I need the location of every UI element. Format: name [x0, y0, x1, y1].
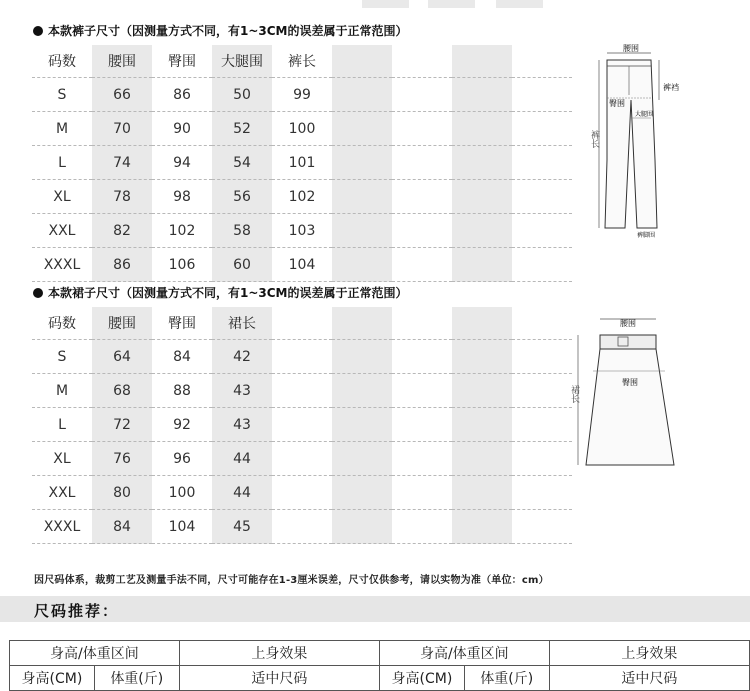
hem-label: 裤脚围: [637, 232, 656, 239]
table-header-row: [32, 307, 572, 340]
fit-label: 适中尺码: [549, 666, 749, 691]
header-size: 码数: [32, 45, 92, 78]
empty-column: [452, 307, 512, 340]
waist-label: 腰围: [623, 44, 639, 53]
empty-column: [452, 45, 512, 78]
table-row: M 70 90 52 100: [32, 112, 572, 146]
table-row: XL 76 96 44: [32, 442, 572, 476]
table-row: S 64 84 42: [32, 340, 572, 374]
header-size: 码数: [32, 307, 92, 340]
skirt-section-title: 本款裙子尺寸（因测量方式不同，有1~3CM的误差属于正常范围）: [33, 284, 408, 301]
waist-label: 腰围: [620, 319, 636, 328]
table-row: XXXL 84 104 45: [32, 510, 572, 544]
table-row: S 66 86 50 99: [32, 78, 572, 112]
header-waist: 腰围: [92, 307, 152, 340]
table-row: XL 78 98 56 102: [32, 180, 572, 214]
table-row: L 72 92 43: [32, 408, 572, 442]
thigh-label: 大腿围: [635, 111, 654, 118]
effect-header: 上身效果: [179, 641, 379, 666]
header-pants-length: 裤长: [272, 45, 332, 78]
table-row: XXXL 86 106 60 104: [32, 248, 572, 282]
empty-column: [332, 45, 392, 78]
height-label: 身高(CM): [379, 666, 464, 691]
measurement-note: 因尺码体系，裁剪工艺及测量手法不同，尺寸可能存在1-3厘米误差，尺寸仅供参考，请以实物为准（单位：cm）: [34, 575, 549, 586]
fit-label: 适中尺码: [179, 666, 379, 691]
table-header-row: [10, 641, 750, 666]
pants-diagram: [585, 40, 695, 240]
pants-section-title: 本款裤子尺寸（因测量方式不同，有1~3CM的误差属于正常范围）: [33, 22, 408, 39]
height-label: 身高(CM): [10, 666, 95, 691]
skirt-length-label: 裙长: [569, 385, 579, 403]
range-header: 身高/体重区间: [10, 641, 180, 666]
table-row: XXL 82 102 58 103: [32, 214, 572, 248]
hip-label: 臀围: [609, 99, 625, 108]
skirt-diagram: [570, 305, 690, 475]
weight-label: 体重(斤): [94, 666, 179, 691]
table-row: M 68 88 43: [32, 374, 572, 408]
header-thigh: 大腿围: [212, 45, 272, 78]
skirt-size-table: [32, 307, 572, 544]
range-header: 身高/体重区间: [379, 641, 549, 666]
bullet-icon: [33, 288, 43, 298]
rise-label: 裤裆: [663, 83, 679, 92]
table-row: L 74 94 54 101: [32, 146, 572, 180]
bullet-icon: [33, 26, 43, 36]
hip-label: 臀围: [622, 378, 638, 387]
header-hip: 臀围: [152, 307, 212, 340]
empty-column: [332, 307, 392, 340]
table-row: XXL 80 100 44: [32, 476, 572, 510]
table-row: [10, 666, 750, 691]
pants-size-table: [32, 45, 572, 282]
pants-length-label: 裤长: [589, 130, 599, 148]
header-skirt-length: 裙长: [212, 307, 272, 340]
table-header-row: [32, 45, 572, 78]
header-hip: 臀围: [152, 45, 212, 78]
header-waist: 腰围: [92, 45, 152, 78]
weight-label: 体重(斤): [464, 666, 549, 691]
recommend-table: [9, 640, 750, 691]
recommend-title: 尺码推荐：: [34, 602, 120, 620]
effect-header: 上身效果: [549, 641, 749, 666]
